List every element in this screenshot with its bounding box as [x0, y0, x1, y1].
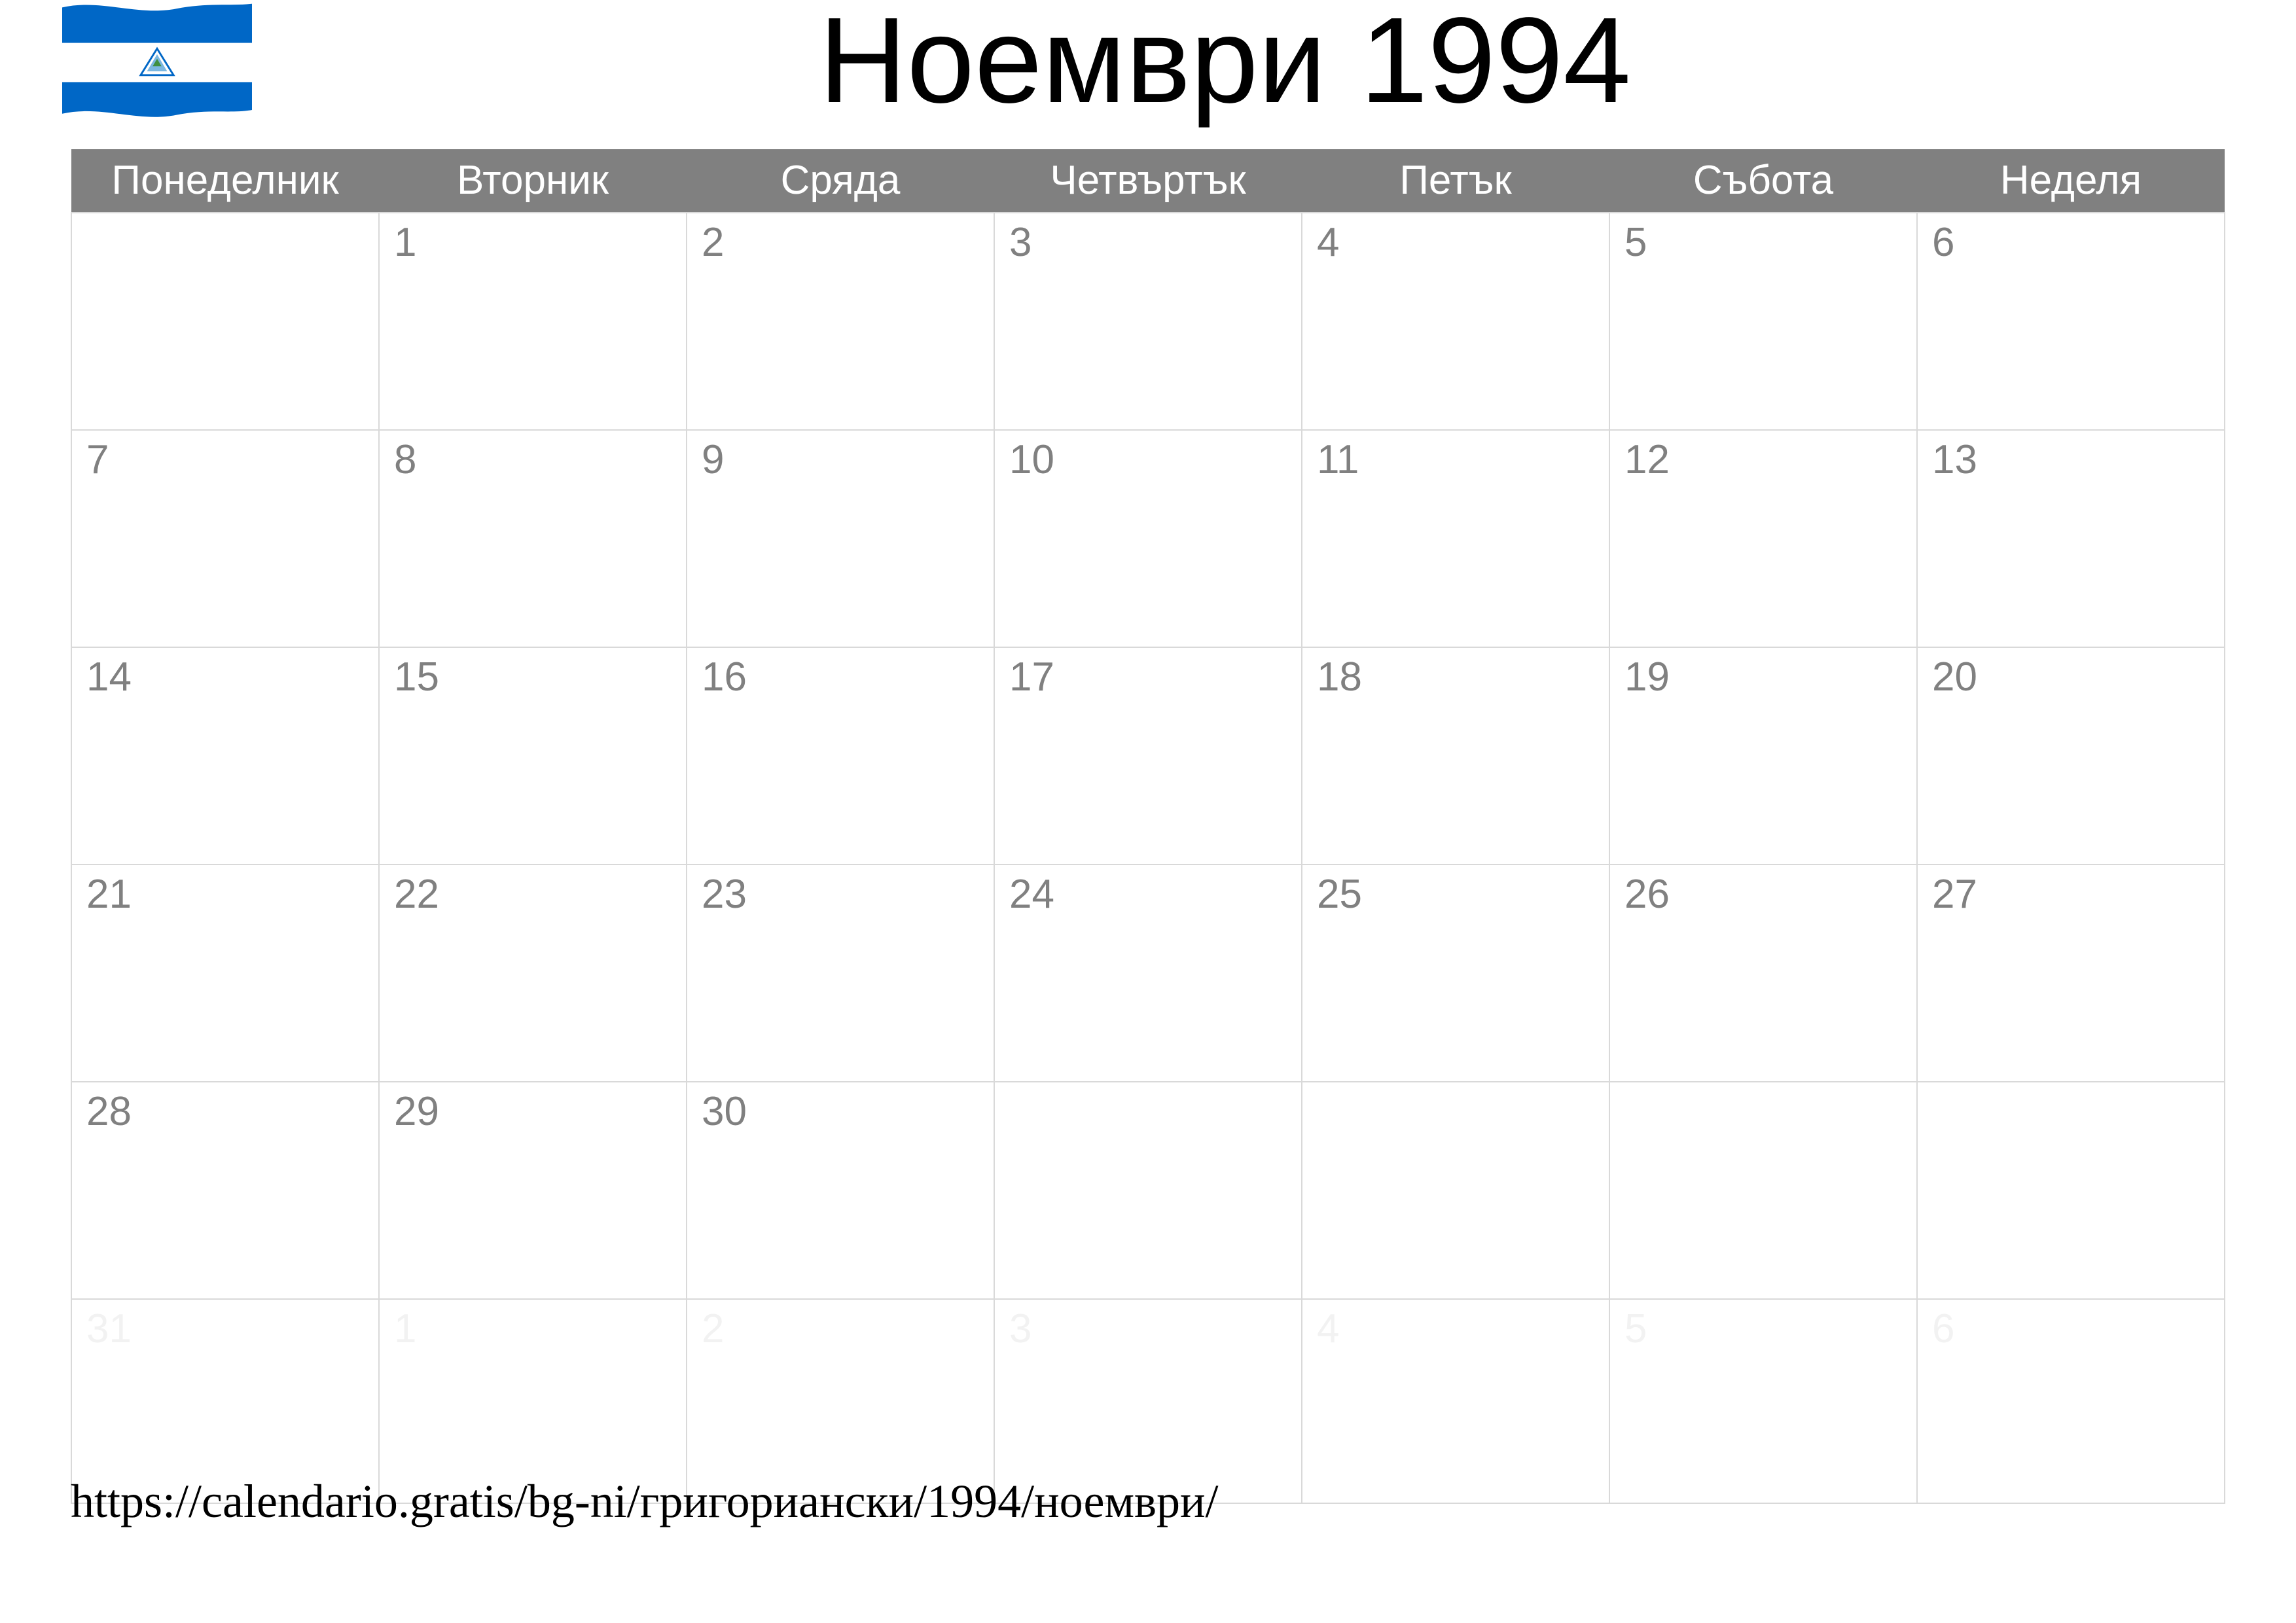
- day-cell[interactable]: [71, 1299, 379, 1503]
- day-cell[interactable]: [994, 865, 1302, 1082]
- day-number: 6: [1932, 220, 1955, 265]
- day-cell[interactable]: [1609, 1299, 1917, 1503]
- day-cell[interactable]: [687, 1082, 994, 1299]
- day-cell[interactable]: [1302, 1082, 1609, 1299]
- day-number: 12: [1624, 437, 1670, 482]
- day-cell[interactable]: [71, 430, 379, 647]
- day-number: 2: [702, 220, 725, 265]
- day-number: 8: [394, 437, 417, 482]
- weekday-header-wednesday: Сряда: [687, 149, 994, 213]
- day-number: 9: [702, 437, 725, 482]
- day-number: 24: [1009, 872, 1054, 917]
- day-number: 25: [1317, 872, 1362, 917]
- day-cell[interactable]: [1609, 647, 1917, 865]
- weekday-header-saturday: Събота: [1609, 149, 1917, 213]
- day-cell[interactable]: [1302, 213, 1609, 430]
- week-row: [71, 1082, 2225, 1299]
- day-number: 3: [1009, 220, 1032, 265]
- day-cell[interactable]: [687, 430, 994, 647]
- week-row-overflow: [71, 1299, 2225, 1503]
- day-cell[interactable]: [1609, 430, 1917, 647]
- day-cell[interactable]: [379, 1299, 687, 1503]
- day-cell[interactable]: [1917, 1299, 2225, 1503]
- day-number: 18: [1317, 654, 1362, 700]
- day-cell[interactable]: [379, 213, 687, 430]
- weekday-header-sunday: Неделя: [1917, 149, 2225, 213]
- day-cell[interactable]: [379, 865, 687, 1082]
- day-cell[interactable]: [687, 1299, 994, 1503]
- day-cell[interactable]: [71, 213, 379, 430]
- weekday-header-thursday: Четвъртък: [994, 149, 1302, 213]
- day-cell[interactable]: [1302, 1299, 1609, 1503]
- day-number: 13: [1932, 437, 1977, 482]
- day-number: 5: [1624, 220, 1647, 265]
- day-cell[interactable]: [1917, 213, 2225, 430]
- day-cell[interactable]: [687, 213, 994, 430]
- weekday-header-monday: Понеделник: [71, 149, 379, 213]
- day-number: 5: [1624, 1306, 1647, 1351]
- day-cell[interactable]: [1917, 865, 2225, 1082]
- day-cell[interactable]: [1917, 430, 2225, 647]
- week-row: [71, 865, 2225, 1082]
- page-title: Ноември 1994: [819, 0, 1631, 128]
- day-cell[interactable]: [379, 1082, 687, 1299]
- week-row: [71, 430, 2225, 647]
- day-cell[interactable]: [71, 865, 379, 1082]
- day-cell[interactable]: [994, 1299, 1302, 1503]
- day-cell[interactable]: [379, 647, 687, 865]
- day-cell[interactable]: [71, 1082, 379, 1299]
- day-cell[interactable]: [994, 430, 1302, 647]
- day-number: 1: [394, 1306, 417, 1351]
- day-cell[interactable]: [1917, 647, 2225, 865]
- day-number: 23: [702, 872, 747, 917]
- weekday-header-row: [71, 149, 2225, 213]
- week-row: [71, 213, 2225, 430]
- day-cell[interactable]: [1609, 865, 1917, 1082]
- source-url[interactable]: https://calendario.gratis/bg-ni/григориански/1994/ноември/: [71, 1475, 1219, 1527]
- day-number: 4: [1317, 220, 1340, 265]
- day-number: 2: [702, 1306, 725, 1351]
- day-cell[interactable]: [994, 1082, 1302, 1299]
- day-cell[interactable]: [687, 647, 994, 865]
- day-number: 20: [1932, 654, 1977, 700]
- day-cell[interactable]: [1609, 1082, 1917, 1299]
- day-number: 19: [1624, 654, 1670, 700]
- day-cell[interactable]: [687, 865, 994, 1082]
- day-cell[interactable]: [1302, 430, 1609, 647]
- day-number: 11: [1317, 437, 1359, 482]
- day-number: 7: [86, 437, 109, 482]
- day-number: 17: [1009, 654, 1054, 700]
- weekday-header-friday: Петък: [1302, 149, 1609, 213]
- day-number: 3: [1009, 1306, 1032, 1351]
- day-number: 4: [1317, 1306, 1340, 1351]
- day-number: 31: [86, 1306, 132, 1351]
- day-cell[interactable]: [71, 647, 379, 865]
- day-cell[interactable]: [1917, 1082, 2225, 1299]
- day-number: 30: [702, 1089, 747, 1134]
- day-number: 14: [86, 654, 132, 700]
- day-number: 28: [86, 1089, 132, 1134]
- day-number: 29: [394, 1089, 439, 1134]
- page-header: [0, 0, 2296, 141]
- day-number: 26: [1624, 872, 1670, 917]
- day-number: 21: [86, 872, 132, 917]
- day-cell[interactable]: [994, 647, 1302, 865]
- day-number: 15: [394, 654, 439, 700]
- day-cell[interactable]: [1609, 213, 1917, 430]
- day-number: 27: [1932, 872, 1977, 917]
- day-number: 6: [1932, 1306, 1955, 1351]
- day-number: 22: [394, 872, 439, 917]
- weekday-header-tuesday: Вторник: [379, 149, 687, 213]
- day-cell[interactable]: [994, 213, 1302, 430]
- week-row: [71, 647, 2225, 865]
- day-cell[interactable]: [1302, 865, 1609, 1082]
- day-cell[interactable]: [1302, 647, 1609, 865]
- day-cell[interactable]: [379, 430, 687, 647]
- day-number: 16: [702, 654, 747, 700]
- day-number: 10: [1009, 437, 1054, 482]
- month-grid: [71, 149, 2225, 1504]
- nicaragua-flag-icon: [62, 2, 252, 123]
- day-number: 1: [394, 220, 417, 265]
